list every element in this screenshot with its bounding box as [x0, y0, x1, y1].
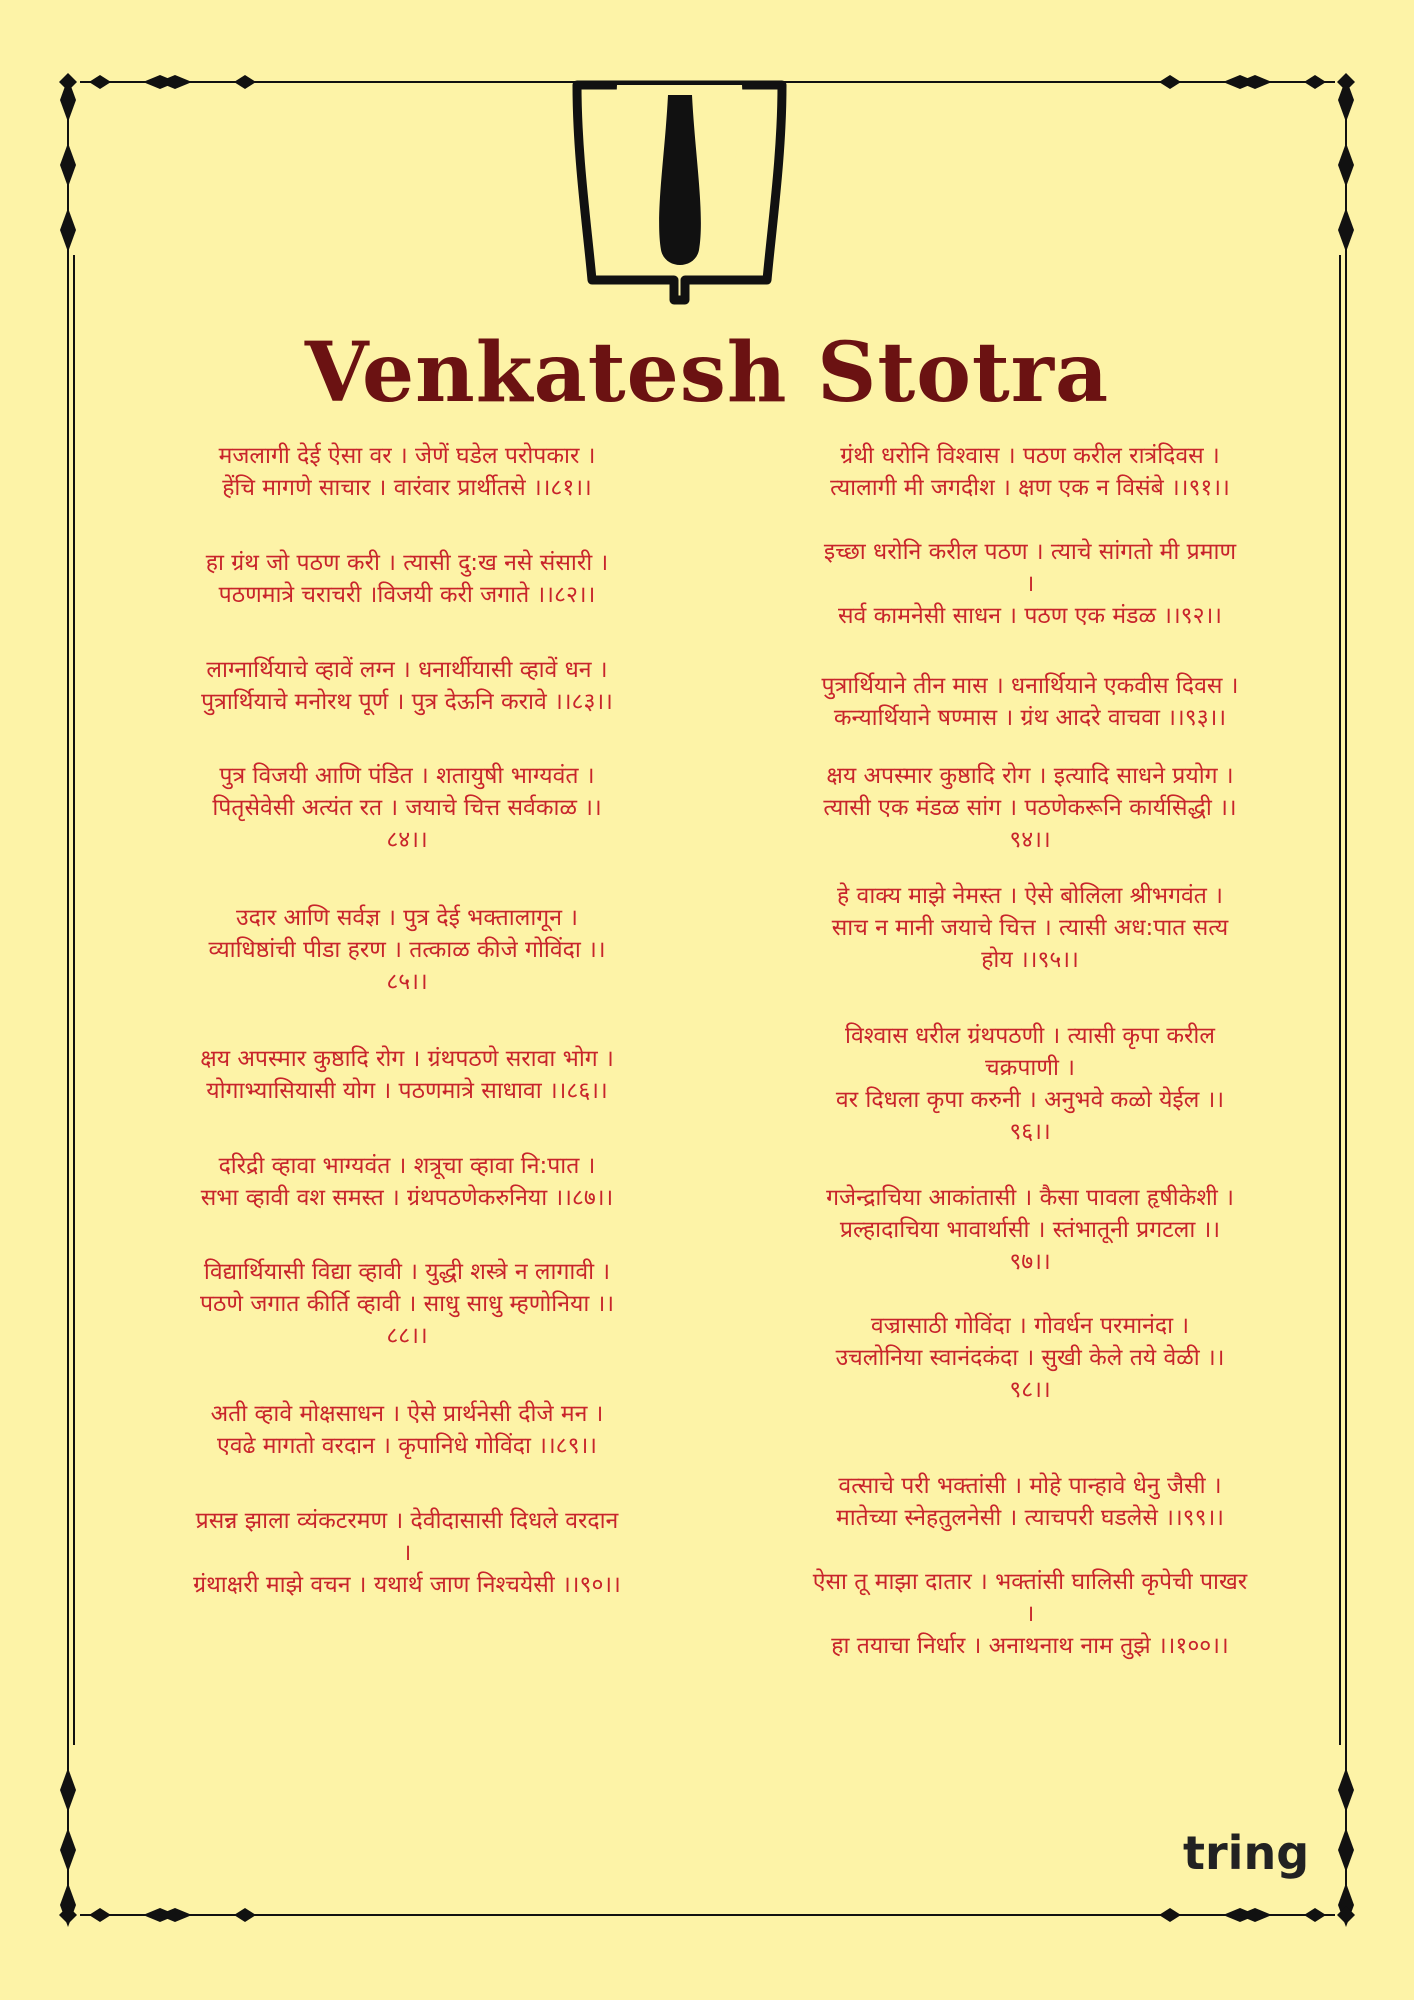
verse-line: दरिद्री व्हावा भाग्यवंत । शत्रूचा व्हावा नि:पात ।: [218, 1153, 596, 1179]
verse-block: [107, 760, 707, 856]
verse-line: कन्यार्थियाने षण्मास । ग्रंथ आदरे वाचवा ।।९३।।: [833, 705, 1227, 731]
verse-line: ९४।।: [1009, 827, 1051, 853]
verse-line: ९८।।: [1009, 1377, 1051, 1403]
verse-block: [730, 1470, 1330, 1534]
verse-line: योगाभ्यासियासी योग । पठणमात्रे साधावा ।।८६।।: [206, 1078, 608, 1104]
verse-line: प्रल्हादाचिया भावार्थासी । स्तंभातूनी प्रगटला ।।: [839, 1217, 1221, 1243]
border-diamond: [1338, 1768, 1354, 1812]
verse-block: [730, 440, 1330, 504]
border-diamond: [1338, 1828, 1354, 1872]
verse-block: [730, 536, 1330, 632]
border-diamond: [1304, 1908, 1326, 1922]
verse-line: सर्व कामनेसी साधन । पठण एक मंडळ ।।९२।।: [837, 603, 1223, 629]
verse-line: त्यासी एक मंडळ सांग । पठणेकरूनि कार्यसिद्धी ।।: [823, 795, 1237, 821]
verse-line: उदार आणि सर्वज्ञ । पुत्र देई भक्तालागून ।: [235, 905, 579, 931]
verse-block: [107, 1043, 707, 1107]
verse-line: पुत्र विजयी आणि पंडित । शतायुषी भाग्यवंत ।: [219, 763, 595, 789]
verse-block: [107, 1398, 707, 1462]
border-diamond: [60, 1768, 76, 1812]
verse-block: [107, 1505, 707, 1601]
border-diamond: [59, 73, 77, 91]
verse-line: होय ।।९५।।: [981, 947, 1079, 973]
border-diamond: [1304, 75, 1326, 89]
verse-line: क्षय अपस्मार कुष्ठादि रोग । ग्रंथपठणे सरावा भोग ।: [200, 1046, 614, 1072]
verse-line: वज्रासाठी गोविंदा । गोवर्धन परमानंदा ।: [870, 1313, 1190, 1339]
verse-line: गजेन्द्राचिया आकांतासी । कैसा पावला हृषीकेशी ।: [826, 1185, 1234, 1211]
verse-block: [107, 902, 707, 998]
verse-line: हा तयाचा निर्धार । अनाथनाथ नाम तुझे ।।१००।।: [831, 1633, 1229, 1659]
border-diamond: [1338, 208, 1354, 252]
verse-line: ऐसा तू माझा दातार । भक्तांसी घालिसी कृपेची पाखर: [812, 1569, 1248, 1595]
verse-line: हे वाक्य माझे नेमस्त । ऐसे बोलिला श्रीभगवंत ।: [837, 883, 1223, 909]
verse-block: [730, 1310, 1330, 1406]
border-diamond: [60, 1828, 76, 1872]
verse-block: [730, 670, 1330, 734]
verse-line: अती व्हावे मोक्षसाधन । ऐसे प्रार्थनेसी दीजे मन ।: [210, 1401, 604, 1427]
border-diamond: [234, 75, 256, 89]
verse-line: क्षय अपस्मार कुष्ठादि रोग । इत्यादि साधने प्रयोग ।: [826, 763, 1234, 789]
verse-line: ।: [1025, 571, 1035, 597]
verse-line: ८४।।: [386, 827, 428, 853]
border-diamond: [89, 75, 111, 89]
verse-line: वर दिधला कृपा करुनी । अनुभवे कळो येईल ।।: [835, 1087, 1225, 1113]
verse-line: ८५।।: [386, 969, 428, 995]
verse-block: [107, 1150, 707, 1214]
verse-line: इच्छा धरोनि करील पठण । त्याचे सांगतो मी प्रमाण: [823, 539, 1237, 565]
border-diamond: [60, 143, 76, 187]
verse-line: पुत्रार्थियाचे मनोरथ पूर्ण । पुत्र देऊनि करावे ।।८३।।: [201, 689, 613, 715]
verse-line: मजलागी देई ऐसा वर । जेणें घडेल परोपकार ।: [218, 443, 596, 469]
verse-block: [730, 880, 1330, 976]
verse-block: [107, 1256, 707, 1352]
verse-block: [107, 654, 707, 718]
verse-line: प्रसन्न झाला व्यंकटरमण । देवीदासासी दिधले वरदान: [195, 1508, 619, 1534]
verse-line: ८८।।: [386, 1323, 428, 1349]
verse-line: ९६।।: [1009, 1119, 1051, 1145]
verse-line: विद्यार्थियासी विद्या व्हावी । युद्धी शस्त्रे न लागावी ।: [203, 1259, 611, 1285]
verse-line: व्याधिष्ठांची पीडा हरण । तत्काळ कीजे गोविंदा ।।: [208, 937, 606, 963]
verse-line: ग्रंथाक्षरी माझे वचन । यथार्थ जाण निश्चयेसी ।।९०।।: [193, 1572, 621, 1598]
border-diamond: [1159, 1908, 1181, 1922]
verse-line: साच न मानी जयाचे चित्त । त्यासी अध:पात सत्य: [831, 915, 1229, 941]
verse-line: पठणमात्रे चराचरी ।विजयी करी जगाते ।।८२।।: [218, 582, 596, 608]
border-diamond: [1159, 75, 1181, 89]
border-diamond: [89, 1908, 111, 1922]
verse-block: [730, 1020, 1330, 1148]
verse-line: लाग्नार्थियाचे व्हावें लग्न । धनार्थीयासी व्हावें धन ।: [206, 657, 608, 683]
verse-line: ।: [1025, 1601, 1035, 1627]
border-diamond: [1337, 73, 1355, 91]
page-title: Venkatesh Stotra: [304, 325, 1110, 421]
verse-line: हा ग्रंथ जो पठण करी । त्यासी दु:ख नसे संसारी ।: [205, 550, 609, 576]
verse-line: त्यालागी मी जगदीश । क्षण एक न विसंबे ।।९१।।: [830, 475, 1230, 501]
verse-block: [107, 440, 707, 504]
brand-logo: tring: [1183, 1826, 1310, 1880]
verse-line: ।: [402, 1540, 412, 1566]
verse-line: सभा व्हावी वश समस्त । ग्रंथपठणेकरुनिया ।।८७।।: [200, 1185, 614, 1211]
tilak-emblem: [577, 85, 782, 300]
verse-line: ग्रंथी धरोनि विश्वास । पठण करील रात्रंदिवस ।: [840, 443, 1220, 469]
border-diamond: [60, 208, 76, 252]
verse-block: [730, 760, 1330, 856]
verse-line: पितृसेवेसी अत्यंत रत । जयाचे चित्त सर्वकाळ ।।: [212, 795, 602, 821]
verse-line: चक्रपाणी ।: [985, 1055, 1075, 1081]
verse-line: ९७।।: [1009, 1249, 1051, 1275]
verse-line: उचलोनिया स्वानंदकंदा । सुखी केले तये वेळी ।।: [835, 1345, 1225, 1371]
verse-line: पठणे जगात कीर्ति व्हावी । साधु साधु म्हणोनिया ।।: [199, 1291, 615, 1317]
verse-block: [730, 1566, 1330, 1662]
verse-line: विश्वास धरील ग्रंथपठणी । त्यासी कृपा करील: [845, 1023, 1215, 1049]
verse-line: पुत्रार्थियाने तीन मास । धनार्थियाने एकवीस दिवस ।: [821, 673, 1239, 699]
verse-block: [730, 1182, 1330, 1278]
verse-block: [107, 547, 707, 611]
border-diamond: [234, 1908, 256, 1922]
verse-line: हेंचि मागणे साचार । वारंवार प्रार्थीतसे ।।८१।।: [222, 475, 592, 501]
border-diamond: [1338, 143, 1354, 187]
verse-line: मातेच्या स्नेहतुलनेसी । त्याचपरी घडलेसे ।।९९।।: [835, 1505, 1225, 1531]
verse-line: एवढे मागतो वरदान । कृपानिधे गोविंदा ।।८९।।: [216, 1433, 598, 1459]
verse-line: वत्साचे परी भक्तांसी । मोहे पान्हावे धेनु जैसी ।: [838, 1473, 1222, 1499]
